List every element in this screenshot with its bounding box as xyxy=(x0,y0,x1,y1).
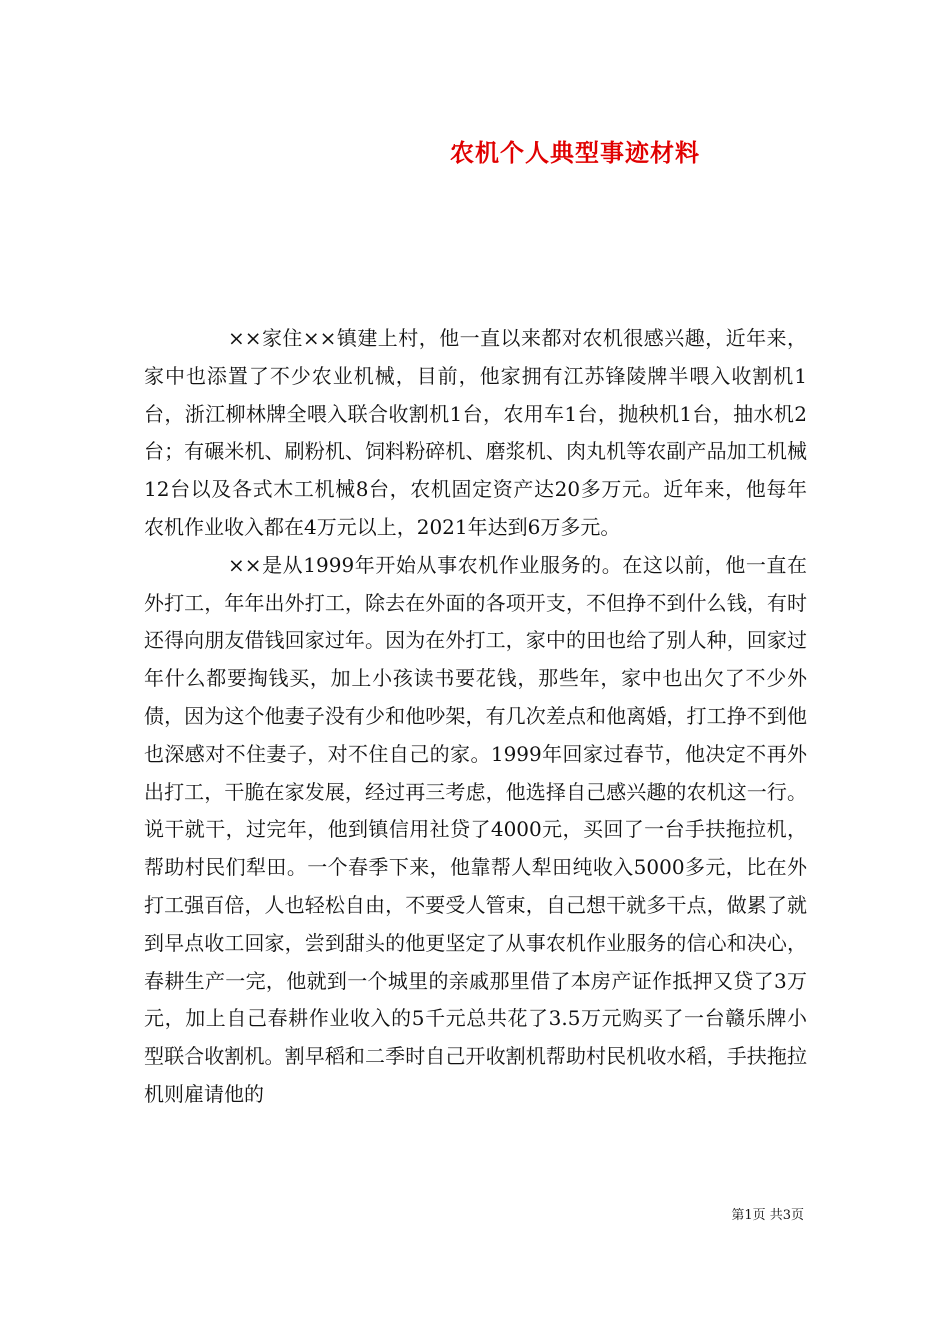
document-title: 农机个人典型事迹材料 xyxy=(450,138,700,167)
page-number-footer: 第1页 共3页 xyxy=(731,1208,804,1223)
paragraph-2: ××是从1999年开始从事农机作业服务的。在这以前，他一直在外打工，年年出外打工，除去在外面的各项开支，不但挣不到什么钱，有时还得向朋友借钱回家过年。因为在外打工，家中的田也给了别人种，回家过年什么都要掏钱买，加上小孩读书要花钱，那些年，家中也出欠了不少外债，因为这个他妻子没有少和他吵架，有几次差点和他离婚，打工挣不到他也深感对不住妻子，对不住自己的家。1999年回家过春节，他决定不再外出打工，干脆在家发展，经过再三考虑，他选择自己感兴趣的农机这一行。说干就干，过完年，他到镇信用社贷了4000元，买回了一台手扶拖拉机，帮助村民们犁田。一个春季下来，他靠帮人犁田纯收入5000多元，比在外打工强百倍，人也轻松自由，不要受人管束，自己想干就多干点，做累了就到早点收工回家，尝到甜头的他更坚定了从事农机作业服务的信心和决心，春耕生产一完，他就到一个城里的亲戚那里借了本房产证作抵押又贷了3万元，加上自己春耕作业收入的5千元总共花了3.5万元购买了一台赣乐牌小型联合收割机。割早稻和二季时自己开收割机帮助村民机收水稻，手扶拖拉机则雇请他的 xyxy=(144,552,807,1106)
document-body xyxy=(144,320,807,1114)
paragraph-1: ××家住××镇建上村，他一直以来都对农机很感兴趣，近年来，家中也添置了不少农业机械，目前，他家拥有江苏锋陵牌半喂入收割机1台，浙江柳林牌全喂入联合收割机1台，农用车1台，抛秧机1台，抽水机2台；有碾米机、刷粉机、饲料粉碎机、磨浆机、肉丸机等农副产品加工机械12台以及各式木工机械8台，农机固定资产达20多万元。近年来，他每年农机作业收入都在4万元以上，2021年达到6万多元。 xyxy=(144,326,807,539)
